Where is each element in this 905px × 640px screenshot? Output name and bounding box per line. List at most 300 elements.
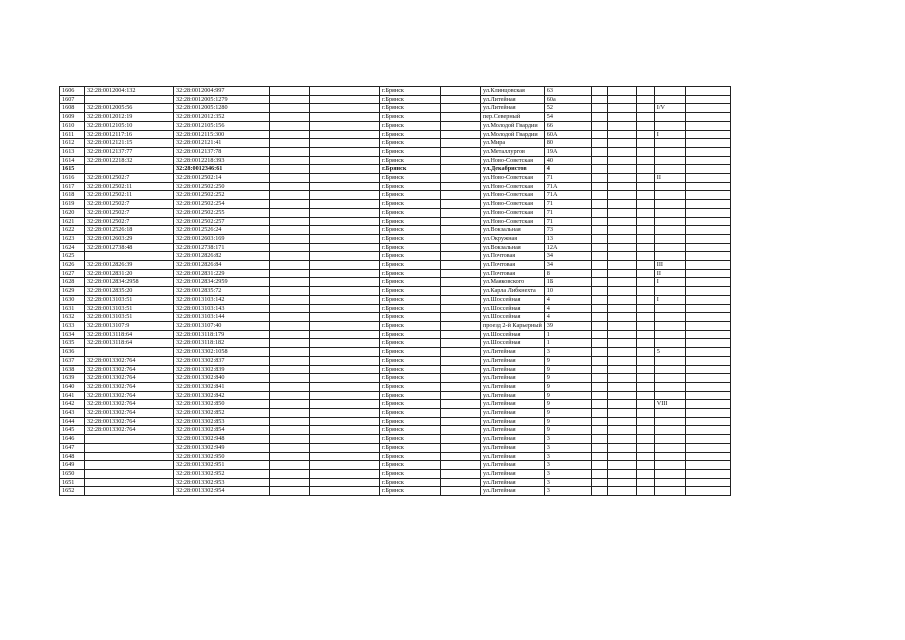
street-cell: ул.Литейная — [481, 400, 545, 409]
building-cadastral-number-cell: 32:28:0013302:854 — [174, 426, 270, 435]
row-number-cell: 1646 — [60, 435, 85, 444]
empty-cell — [310, 87, 380, 96]
empty-cell — [685, 487, 730, 496]
empty-cell — [270, 252, 310, 261]
empty-cell — [441, 95, 481, 104]
empty-cell — [607, 435, 636, 444]
empty-cell — [441, 287, 481, 296]
empty-cell — [270, 234, 310, 243]
table-row — [60, 269, 731, 278]
empty-cell — [270, 104, 310, 113]
table-row — [60, 165, 731, 174]
land-cadastral-number-cell: 32:28:0012834:2958 — [85, 278, 174, 287]
land-cadastral-number-cell: 32:28:0013302:764 — [85, 391, 174, 400]
street-cell: ул.Ново-Советская — [481, 182, 545, 191]
empty-cell — [441, 113, 481, 122]
building-cadastral-number-cell: 32:28:0013302:852 — [174, 409, 270, 418]
land-cadastral-number-cell: 32:28:0012005:56 — [85, 104, 174, 113]
house-number-cell: 9 — [544, 356, 591, 365]
table-row — [60, 409, 731, 418]
empty-cell — [636, 382, 654, 391]
empty-cell — [591, 104, 607, 113]
land-cadastral-number-cell: 32:28:0013118:64 — [85, 330, 174, 339]
empty-cell — [270, 304, 310, 313]
category-cell — [654, 435, 685, 444]
row-number-cell: 1620 — [60, 208, 85, 217]
empty-cell — [685, 234, 730, 243]
empty-cell — [607, 252, 636, 261]
empty-cell — [591, 243, 607, 252]
empty-cell — [685, 156, 730, 165]
category-cell — [654, 304, 685, 313]
empty-cell — [441, 365, 481, 374]
empty-cell — [636, 295, 654, 304]
empty-cell — [636, 365, 654, 374]
empty-cell — [636, 400, 654, 409]
empty-cell — [685, 295, 730, 304]
empty-cell — [441, 191, 481, 200]
empty-cell — [270, 478, 310, 487]
street-cell: ул.Шоссейная — [481, 313, 545, 322]
empty-cell — [270, 87, 310, 96]
city-cell: г.Брянск — [380, 217, 441, 226]
table-row — [60, 304, 731, 313]
table-row — [60, 287, 731, 296]
street-cell: ул.Шоссейная — [481, 330, 545, 339]
table-row — [60, 200, 731, 209]
land-cadastral-number-cell — [85, 252, 174, 261]
empty-cell — [685, 435, 730, 444]
empty-cell — [607, 356, 636, 365]
house-number-cell: 52 — [544, 104, 591, 113]
category-cell: III — [654, 261, 685, 270]
empty-cell — [270, 226, 310, 235]
empty-cell — [270, 156, 310, 165]
city-cell: г.Брянск — [380, 174, 441, 183]
land-cadastral-number-cell: 32:28:0013302:764 — [85, 417, 174, 426]
table-row — [60, 400, 731, 409]
city-cell: г.Брянск — [380, 365, 441, 374]
land-cadastral-number-cell — [85, 348, 174, 357]
category-cell — [654, 139, 685, 148]
table-row — [60, 374, 731, 383]
empty-cell — [441, 330, 481, 339]
house-number-cell: 3 — [544, 461, 591, 470]
empty-cell — [607, 287, 636, 296]
empty-cell — [591, 426, 607, 435]
house-number-cell: 4 — [544, 165, 591, 174]
empty-cell — [591, 121, 607, 130]
empty-cell — [685, 130, 730, 139]
empty-cell — [607, 121, 636, 130]
table-row — [60, 174, 731, 183]
street-cell: ул.Карла Либкнехта — [481, 287, 545, 296]
empty-cell — [270, 417, 310, 426]
street-cell: ул.Шоссейная — [481, 304, 545, 313]
empty-cell — [441, 269, 481, 278]
row-number-cell: 1617 — [60, 182, 85, 191]
land-cadastral-number-cell — [85, 443, 174, 452]
building-cadastral-number-cell: 32:28:0012826:82 — [174, 252, 270, 261]
city-cell: г.Брянск — [380, 382, 441, 391]
row-number-cell: 1643 — [60, 409, 85, 418]
building-cadastral-number-cell: 32:28:0013302:1058 — [174, 348, 270, 357]
street-cell: ул.Декабристов — [481, 165, 545, 174]
empty-cell — [310, 130, 380, 139]
empty-cell — [441, 348, 481, 357]
category-cell — [654, 191, 685, 200]
empty-cell — [607, 182, 636, 191]
empty-cell — [685, 174, 730, 183]
street-cell: ул.Литейная — [481, 435, 545, 444]
empty-cell — [607, 269, 636, 278]
house-number-cell: 1 — [544, 330, 591, 339]
building-cadastral-number-cell: 32:28:0012502:14 — [174, 174, 270, 183]
land-cadastral-number-cell: 32:28:0013302:764 — [85, 382, 174, 391]
house-number-cell: 73 — [544, 226, 591, 235]
empty-cell — [310, 339, 380, 348]
empty-cell — [441, 121, 481, 130]
house-number-cell: 39 — [544, 321, 591, 330]
empty-cell — [310, 435, 380, 444]
empty-cell — [310, 234, 380, 243]
category-cell — [654, 321, 685, 330]
empty-cell — [607, 147, 636, 156]
table-row — [60, 443, 731, 452]
empty-cell — [607, 348, 636, 357]
empty-cell — [310, 200, 380, 209]
empty-cell — [591, 400, 607, 409]
building-cadastral-number-cell: 32:28:0012502:252 — [174, 191, 270, 200]
empty-cell — [685, 243, 730, 252]
building-cadastral-number-cell: 32:28:0012502:255 — [174, 208, 270, 217]
empty-cell — [270, 165, 310, 174]
table-row — [60, 417, 731, 426]
category-cell — [654, 409, 685, 418]
empty-cell — [310, 443, 380, 452]
empty-cell — [636, 269, 654, 278]
empty-cell — [685, 226, 730, 235]
land-cadastral-number-cell: 32:28:0013118:64 — [85, 339, 174, 348]
building-cadastral-number-cell: 32:28:0013103:144 — [174, 313, 270, 322]
house-number-cell: 3 — [544, 348, 591, 357]
building-cadastral-number-cell: 32:28:0013302:954 — [174, 487, 270, 496]
house-number-cell: 3 — [544, 443, 591, 452]
empty-cell — [310, 374, 380, 383]
house-number-cell: 3 — [544, 487, 591, 496]
empty-cell — [636, 287, 654, 296]
empty-cell — [441, 469, 481, 478]
empty-cell — [591, 287, 607, 296]
land-cadastral-number-cell: 32:28:0012738:48 — [85, 243, 174, 252]
empty-cell — [441, 409, 481, 418]
empty-cell — [441, 252, 481, 261]
empty-cell — [607, 374, 636, 383]
empty-cell — [636, 217, 654, 226]
house-number-cell: 3 — [544, 478, 591, 487]
empty-cell — [636, 174, 654, 183]
table-row — [60, 365, 731, 374]
empty-cell — [636, 104, 654, 113]
empty-cell — [636, 234, 654, 243]
building-cadastral-number-cell: 32:28:0013302:841 — [174, 382, 270, 391]
row-number-cell: 1608 — [60, 104, 85, 113]
row-number-cell: 1631 — [60, 304, 85, 313]
building-cadastral-number-cell: 32:28:0013302:837 — [174, 356, 270, 365]
land-cadastral-number-cell: 32:28:0013302:764 — [85, 365, 174, 374]
empty-cell — [441, 200, 481, 209]
category-cell — [654, 147, 685, 156]
empty-cell — [607, 365, 636, 374]
table-row — [60, 261, 731, 270]
street-cell: ул.Вокзальная — [481, 243, 545, 252]
city-cell: г.Брянск — [380, 130, 441, 139]
empty-cell — [607, 226, 636, 235]
empty-cell — [591, 452, 607, 461]
street-cell: ул.Литейная — [481, 348, 545, 357]
building-cadastral-number-cell: 32:28:0012115:300 — [174, 130, 270, 139]
city-cell: г.Брянск — [380, 478, 441, 487]
empty-cell — [607, 113, 636, 122]
street-cell: ул.Литейная — [481, 95, 545, 104]
category-cell — [654, 339, 685, 348]
empty-cell — [591, 339, 607, 348]
row-number-cell: 1606 — [60, 87, 85, 96]
building-cadastral-number-cell: 32:28:0012218:393 — [174, 156, 270, 165]
empty-cell — [441, 417, 481, 426]
city-cell: г.Брянск — [380, 469, 441, 478]
empty-cell — [636, 435, 654, 444]
empty-cell — [607, 417, 636, 426]
empty-cell — [310, 252, 380, 261]
row-number-cell: 1611 — [60, 130, 85, 139]
empty-cell — [270, 139, 310, 148]
empty-cell — [685, 391, 730, 400]
building-cadastral-number-cell: 32:28:0013302:850 — [174, 400, 270, 409]
empty-cell — [270, 208, 310, 217]
empty-cell — [591, 165, 607, 174]
building-cadastral-number-cell: 32:28:0012834:2959 — [174, 278, 270, 287]
land-cadastral-number-cell: 32:28:0013103:51 — [85, 295, 174, 304]
empty-cell — [685, 208, 730, 217]
empty-cell — [441, 382, 481, 391]
empty-cell — [636, 478, 654, 487]
land-cadastral-number-cell — [85, 95, 174, 104]
table-row — [60, 234, 731, 243]
empty-cell — [685, 217, 730, 226]
empty-cell — [441, 487, 481, 496]
house-number-cell: 12А — [544, 243, 591, 252]
land-cadastral-number-cell: 32:28:0013302:764 — [85, 356, 174, 365]
empty-cell — [441, 234, 481, 243]
empty-cell — [607, 208, 636, 217]
row-number-cell: 1636 — [60, 348, 85, 357]
building-cadastral-number-cell: 32:28:0012502:254 — [174, 200, 270, 209]
empty-cell — [607, 234, 636, 243]
street-cell: ул.Почтовая — [481, 261, 545, 270]
empty-cell — [591, 226, 607, 235]
house-number-cell: 34 — [544, 261, 591, 270]
empty-cell — [310, 478, 380, 487]
city-cell: г.Брянск — [380, 295, 441, 304]
empty-cell — [270, 339, 310, 348]
empty-cell — [685, 304, 730, 313]
land-cadastral-number-cell: 32:28:0012218:32 — [85, 156, 174, 165]
empty-cell — [441, 400, 481, 409]
row-number-cell: 1624 — [60, 243, 85, 252]
row-number-cell: 1652 — [60, 487, 85, 496]
city-cell: г.Брянск — [380, 278, 441, 287]
category-cell — [654, 478, 685, 487]
empty-cell — [685, 478, 730, 487]
table-row — [60, 426, 731, 435]
empty-cell — [636, 304, 654, 313]
city-cell: г.Брянск — [380, 104, 441, 113]
city-cell: г.Брянск — [380, 121, 441, 130]
empty-cell — [685, 417, 730, 426]
house-number-cell: 9 — [544, 382, 591, 391]
house-number-cell: 13 — [544, 234, 591, 243]
empty-cell — [310, 104, 380, 113]
empty-cell — [441, 321, 481, 330]
empty-cell — [441, 226, 481, 235]
table-row — [60, 339, 731, 348]
empty-cell — [636, 409, 654, 418]
empty-cell — [310, 113, 380, 122]
table-row — [60, 226, 731, 235]
land-cadastral-number-cell: 32:28:0012831:20 — [85, 269, 174, 278]
empty-cell — [270, 121, 310, 130]
city-cell: г.Брянск — [380, 374, 441, 383]
registry-table — [59, 86, 731, 496]
category-cell — [654, 226, 685, 235]
empty-cell — [270, 391, 310, 400]
empty-cell — [310, 348, 380, 357]
empty-cell — [636, 95, 654, 104]
city-cell: г.Брянск — [380, 269, 441, 278]
building-cadastral-number-cell: 32:28:0013302:853 — [174, 417, 270, 426]
building-cadastral-number-cell: 32:28:0012137:78 — [174, 147, 270, 156]
category-cell — [654, 165, 685, 174]
table-row — [60, 313, 731, 322]
category-cell — [654, 426, 685, 435]
empty-cell — [270, 278, 310, 287]
building-cadastral-number-cell: 32:28:0012835:72 — [174, 287, 270, 296]
empty-cell — [270, 409, 310, 418]
empty-cell — [270, 452, 310, 461]
city-cell: г.Брянск — [380, 243, 441, 252]
empty-cell — [591, 487, 607, 496]
street-cell: ул.Металлургов — [481, 147, 545, 156]
category-cell — [654, 208, 685, 217]
empty-cell — [685, 469, 730, 478]
row-number-cell: 1644 — [60, 417, 85, 426]
table-row — [60, 130, 731, 139]
empty-cell — [607, 391, 636, 400]
empty-cell — [591, 156, 607, 165]
house-number-cell: 63 — [544, 87, 591, 96]
land-cadastral-number-cell: 32:28:0012603:29 — [85, 234, 174, 243]
empty-cell — [591, 174, 607, 183]
empty-cell — [685, 443, 730, 452]
empty-cell — [685, 339, 730, 348]
row-number-cell: 1607 — [60, 95, 85, 104]
table-row — [60, 487, 731, 496]
empty-cell — [270, 269, 310, 278]
house-number-cell: 34 — [544, 252, 591, 261]
building-cadastral-number-cell: 32:28:0012004:997 — [174, 87, 270, 96]
category-cell — [654, 461, 685, 470]
empty-cell — [591, 261, 607, 270]
empty-cell — [310, 295, 380, 304]
empty-cell — [607, 452, 636, 461]
empty-cell — [636, 139, 654, 148]
empty-cell — [441, 443, 481, 452]
city-cell: г.Брянск — [380, 487, 441, 496]
empty-cell — [270, 348, 310, 357]
empty-cell — [441, 261, 481, 270]
building-cadastral-number-cell: 32:28:0013107:40 — [174, 321, 270, 330]
empty-cell — [310, 304, 380, 313]
city-cell: г.Брянск — [380, 461, 441, 470]
city-cell: г.Брянск — [380, 156, 441, 165]
empty-cell — [270, 356, 310, 365]
land-cadastral-number-cell: 32:28:0012004:132 — [85, 87, 174, 96]
empty-cell — [636, 426, 654, 435]
empty-cell — [685, 426, 730, 435]
empty-cell — [685, 139, 730, 148]
empty-cell — [685, 261, 730, 270]
empty-cell — [685, 382, 730, 391]
empty-cell — [685, 287, 730, 296]
empty-cell — [636, 87, 654, 96]
category-cell: 5 — [654, 348, 685, 357]
category-cell — [654, 182, 685, 191]
empty-cell — [685, 365, 730, 374]
empty-cell — [685, 104, 730, 113]
empty-cell — [607, 95, 636, 104]
empty-cell — [270, 426, 310, 435]
building-cadastral-number-cell: 32:28:0013302:950 — [174, 452, 270, 461]
row-number-cell: 1641 — [60, 391, 85, 400]
building-cadastral-number-cell: 32:28:0013302:951 — [174, 461, 270, 470]
table-row — [60, 95, 731, 104]
empty-cell — [607, 382, 636, 391]
row-number-cell: 1650 — [60, 469, 85, 478]
empty-cell — [685, 356, 730, 365]
building-cadastral-number-cell: 32:28:0012012:352 — [174, 113, 270, 122]
street-cell: ул.Шоссейная — [481, 295, 545, 304]
category-cell — [654, 252, 685, 261]
empty-cell — [591, 182, 607, 191]
empty-cell — [591, 443, 607, 452]
empty-cell — [636, 469, 654, 478]
empty-cell — [591, 278, 607, 287]
building-cadastral-number-cell: 32:28:0012502:250 — [174, 182, 270, 191]
empty-cell — [270, 287, 310, 296]
street-cell: ул.Литейная — [481, 469, 545, 478]
street-cell: пер.Северный — [481, 113, 545, 122]
category-cell — [654, 365, 685, 374]
empty-cell — [636, 156, 654, 165]
house-number-cell: 3 — [544, 469, 591, 478]
city-cell: г.Брянск — [380, 304, 441, 313]
row-number-cell: 1634 — [60, 330, 85, 339]
empty-cell — [310, 452, 380, 461]
empty-cell — [636, 321, 654, 330]
empty-cell — [310, 147, 380, 156]
table-row — [60, 182, 731, 191]
